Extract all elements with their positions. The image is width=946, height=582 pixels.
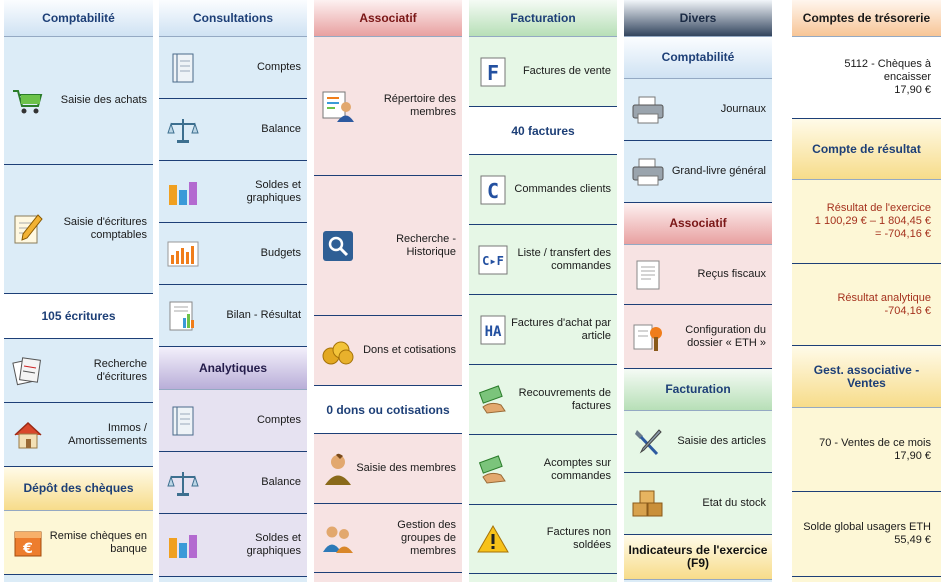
saisie-achats-label: Saisie des achats [60, 94, 147, 106]
factures-non-soldees-item[interactable] [469, 505, 617, 574]
receipt-icon [630, 257, 666, 293]
recouvrements-item[interactable] [469, 365, 617, 435]
svg-text:F: F [486, 60, 500, 85]
svg-text:HA: HA [484, 323, 502, 340]
facturation-header: Facturation [469, 0, 617, 37]
saisie-membres-label: Saisie des membres [356, 462, 456, 474]
analytiques-balance-label: Balance [261, 476, 301, 488]
shopping-cart-icon [10, 83, 46, 119]
printer-icon [630, 154, 666, 190]
bar-graph-icon [165, 174, 201, 210]
journaux-label: Journaux [720, 103, 766, 115]
etat-stock-item[interactable] [624, 473, 772, 535]
factures-achat-label: Factures d'achat par article [511, 316, 611, 342]
consult-soldes-item[interactable] [159, 161, 307, 223]
bar-graph-icon [165, 527, 201, 563]
documents-search-icon [10, 353, 46, 389]
analytiques-soldes-item[interactable] [159, 514, 307, 577]
saisie-ecritures-item[interactable] [4, 165, 153, 294]
remise-cheques-label: Remise chèques en banque [49, 529, 147, 555]
consult-soldes-label: Soldes et graphiques [246, 178, 301, 204]
solde-usagers-item[interactable] [792, 492, 941, 577]
recus-fiscaux-item[interactable] [624, 245, 772, 305]
magnifier-icon [320, 228, 356, 264]
commandes-clients-item[interactable] [469, 155, 617, 225]
configuration-dossier-item[interactable] [624, 305, 772, 369]
euro-box-icon [10, 525, 46, 561]
recherche-ecritures-label: Recherche d'écritures [93, 357, 147, 383]
consult-balance-item[interactable] [159, 99, 307, 161]
consult-comptes-item[interactable] [159, 37, 307, 99]
svg-text:C▸F: C▸F [482, 253, 504, 268]
saisie-ecritures-label: Saisie d'écritures comptables [63, 216, 147, 241]
consult-budgets-label: Budgets [260, 247, 301, 259]
money-hand-icon [475, 452, 511, 488]
dons-cotisations-label: Dons et cotisations [363, 344, 456, 356]
column-divers [624, 0, 772, 582]
divers-comptabilite-header: Comptabilité [624, 37, 772, 79]
repertoire-membres-label: Répertoire des membres [383, 93, 456, 118]
factures-count[interactable]: 40 factures [469, 107, 617, 155]
saisie-articles-label: Saisie des articles [677, 435, 766, 447]
recus-fiscaux-label: Reçus fiscaux [697, 268, 766, 280]
factures-achat-item[interactable] [469, 295, 617, 365]
recherche-historique-item[interactable] [314, 176, 462, 316]
divers-associatif-header: Associatif [624, 203, 772, 245]
divers-facturation-header: Facturation [624, 369, 772, 411]
repertoire-membres-item[interactable] [314, 37, 462, 176]
solde-usagers-label: Solde global usagers ETH [803, 521, 931, 533]
comptabilite-header: Comptabilité [4, 0, 153, 37]
house-icon [10, 417, 46, 453]
consult-comptes-label: Comptes [256, 61, 301, 73]
svg-text:C: C [486, 178, 500, 203]
journaux-item[interactable] [624, 79, 772, 141]
grand-livre-item[interactable] [624, 141, 772, 203]
analytiques-balance-item[interactable] [159, 452, 307, 514]
money-hand-icon [475, 382, 511, 418]
pencil-paper-icon [10, 211, 46, 247]
saisie-achats-item[interactable] [4, 37, 153, 165]
grand-livre-label: Grand-livre général [671, 165, 766, 177]
factures-vente-item[interactable] [469, 37, 617, 107]
boxes-icon [630, 486, 666, 522]
liste-transfert-item[interactable] [469, 225, 617, 295]
ventes-mois-label: 70 - Ventes de ce mois [819, 436, 931, 449]
person-icon [320, 451, 356, 487]
divers-header: Divers [624, 0, 772, 37]
resultat-analytique-label: Résultat analytique [837, 291, 931, 304]
ledger-icon [165, 50, 201, 86]
configuration-dossier-label: Configuration du dossier « ETH » [685, 323, 766, 349]
group-people-icon [320, 520, 356, 556]
column-associatif [314, 0, 462, 582]
letters-ha-icon [475, 312, 511, 348]
liste-transfert-label: Liste / transfert des commandes [517, 246, 611, 272]
consult-budgets-item[interactable] [159, 223, 307, 285]
scale-icon [165, 112, 201, 148]
gest-associative-header: Gest. associative - Ventes [792, 346, 941, 408]
resultat-analytique-item[interactable] [792, 264, 941, 346]
saisie-membres-item[interactable] [314, 434, 462, 504]
ventes-mois-amount: 17,90 € [894, 449, 931, 462]
analytiques-soldes-label: Soldes et graphiques [246, 532, 301, 557]
consult-bilan-item[interactable] [159, 285, 307, 347]
member-directory-icon [320, 88, 356, 124]
remise-cheques-item[interactable] [4, 511, 153, 575]
factures-non-soldees-label: Factures non soldées [546, 526, 611, 551]
immos-item[interactable] [4, 403, 153, 467]
column-comptabilite [4, 0, 153, 582]
tresorerie-header: Comptes de trésorerie [792, 0, 941, 37]
cheques-encaisser-amount: 17,90 € [894, 84, 931, 96]
printer-icon [630, 92, 666, 128]
acomptes-item[interactable] [469, 435, 617, 505]
depot-cheques-header: Dépôt des chèques [4, 467, 153, 511]
configuration-icon [630, 319, 666, 355]
ledger-icon [165, 403, 201, 439]
immos-label: Immos / Amortissements [68, 421, 147, 447]
gestion-groupes-label: Gestion des groupes de membres [397, 518, 456, 557]
associatif-header: Associatif [314, 0, 462, 37]
column-tresorerie [792, 0, 941, 582]
acomptes-label: Acomptes sur commandes [543, 456, 611, 482]
cheques-encaisser-label: 5112 - Chèques à encaisser [844, 58, 931, 83]
analytiques-comptes-label: Comptes [256, 414, 301, 426]
recherche-ecritures-item[interactable] [4, 339, 153, 403]
commandes-clients-label: Commandes clients [514, 183, 611, 195]
resultat-analytique-amount: -704,16 € [884, 304, 931, 317]
dons-count[interactable]: 0 dons ou cotisations [314, 386, 462, 434]
indicateurs-header[interactable]: Indicateurs de l'exercice (F9) [624, 535, 772, 580]
recherche-historique-label: Recherche - Historique [396, 232, 456, 258]
resultat-exercice-item[interactable] [792, 180, 941, 264]
transfer-cf-icon [475, 242, 511, 278]
svg-text:€: € [23, 540, 33, 557]
resultat-exercice-label: Résultat de l'exercice [826, 202, 931, 214]
resultat-exercice-total: = -704,16 € [875, 228, 931, 240]
letter-c-icon [475, 172, 511, 208]
consult-bilan-label: Bilan - Résultat [226, 309, 301, 321]
solde-usagers-amount: 55,49 € [894, 534, 931, 546]
consult-balance-label: Balance [261, 123, 301, 135]
cheques-encaisser-item[interactable] [792, 37, 941, 119]
ecritures-count[interactable]: 105 écritures [4, 294, 153, 339]
recouvrements-label: Recouvrements de factures [518, 386, 611, 412]
resultat-exercice-formula: 1 100,29 € – 1 804,45 € [814, 215, 931, 227]
letter-f-icon [475, 54, 511, 90]
gestion-groupes-item[interactable] [314, 504, 462, 573]
tools-icon [630, 424, 666, 460]
etat-stock-label: Etat du stock [702, 497, 766, 509]
factures-vente-label: Factures de vente [522, 65, 611, 77]
scale-icon [165, 465, 201, 501]
analytiques-header: Analytiques [159, 347, 307, 390]
compte-resultat-header: Compte de résultat [792, 119, 941, 180]
saisie-articles-item[interactable] [624, 411, 772, 473]
warning-icon [475, 521, 511, 557]
coins-icon [320, 333, 356, 369]
consultations-header: Consultations [159, 0, 307, 37]
analytiques-comptes-item[interactable] [159, 390, 307, 452]
budget-chart-icon [165, 236, 201, 272]
ventes-mois-item[interactable] [792, 408, 941, 492]
column-consultations [159, 0, 307, 582]
dons-cotisations-item[interactable] [314, 316, 462, 386]
report-chart-icon [165, 298, 201, 334]
column-facturation [469, 0, 617, 582]
